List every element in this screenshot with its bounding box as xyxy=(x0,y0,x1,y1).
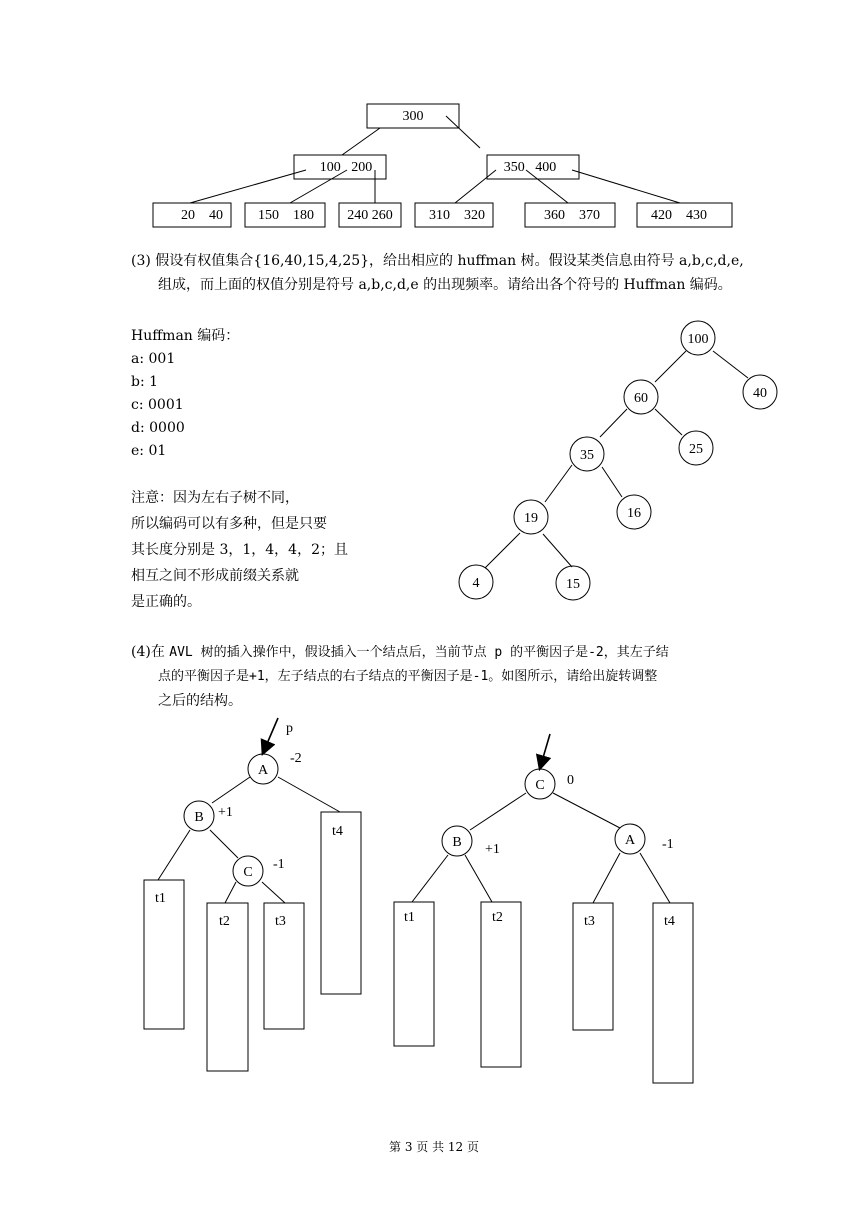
note-line: 是正确的。 xyxy=(131,594,201,610)
huffman-code-item: e: 01 xyxy=(131,443,167,459)
avl-node-label: B xyxy=(194,810,204,825)
balance-factor: -1 xyxy=(273,857,285,872)
subtree-label: t4 xyxy=(332,824,343,839)
question-4-line-1-text: AVL 树的插入操作中，假设插入一个结点后，当前节点 p 的平衡因子是-2，其左子结 xyxy=(169,645,669,660)
subtree-label: t2 xyxy=(492,910,503,925)
subtree-label: t2 xyxy=(219,914,230,929)
question-4-prefix: (4)在 xyxy=(131,644,170,660)
subtree-t4 xyxy=(653,903,693,1083)
huffman-code-title: Huffman 编码： xyxy=(131,328,240,344)
avl-node-label: A xyxy=(624,833,636,848)
huffman-node-label: 16 xyxy=(627,506,641,521)
huffman-code-item: b: 1 xyxy=(131,374,159,390)
question-3 xyxy=(131,249,771,297)
page-footer: 第 3 页 共 12 页 xyxy=(389,1140,479,1154)
question-4-line-1 xyxy=(131,640,771,665)
btree-leaf-text: 360 370 xyxy=(544,208,600,223)
btree-node-text: 350 400 xyxy=(503,160,557,175)
avl-node-label: A xyxy=(257,763,269,778)
huffman-node-label: 35 xyxy=(580,448,594,463)
huffman-code-item: a: 001 xyxy=(131,351,176,367)
note-line: 所以编码可以有多种，但是只要 xyxy=(131,516,327,532)
btree-leaf-text: 150 180 xyxy=(258,208,314,223)
btree-root-text: 300 xyxy=(402,109,424,124)
huffman-node-label: 100 xyxy=(687,332,709,347)
balance-factor: -1 xyxy=(662,837,674,852)
avl-node-label: C xyxy=(535,778,545,793)
balance-factor: +1 xyxy=(485,842,500,857)
subtree-label: t1 xyxy=(155,891,166,906)
subtree-label: t1 xyxy=(404,910,415,925)
question-4-line-3: 之后的结构。 xyxy=(158,693,242,709)
btree-leaf-text: 420 430 xyxy=(651,208,707,223)
avl-after-diagram xyxy=(0,700,868,1100)
balance-factor: -2 xyxy=(290,751,302,766)
question-3-line-2: 组成，而上面的权值分别是符号 a,b,c,d,e 的出现频率。请给出各个符号的 Huffman 编码。 xyxy=(158,277,732,293)
subtree-label: t3 xyxy=(275,914,286,929)
btree-node-text: 100 200 xyxy=(319,160,373,175)
b-tree-diagram xyxy=(0,0,868,240)
huffman-node-label: 60 xyxy=(634,391,648,406)
note-line: 相互之间不形成前缀关系就 xyxy=(131,568,299,584)
huffman-tree-diagram xyxy=(0,300,868,610)
pointer-arrow xyxy=(540,734,550,768)
balance-factor: 0 xyxy=(567,773,574,788)
question-3-line-1: (3) 假设有权值集合{16,40,15,4,25}，给出相应的 huffman 树。假设某类信息由符号 a,b,c,d,e, xyxy=(131,253,744,269)
subtree-t2 xyxy=(481,902,521,1067)
btree-leaf-text: 20 40 xyxy=(181,208,223,223)
huffman-node-label: 40 xyxy=(753,386,767,401)
avl-node-label: C xyxy=(243,865,253,880)
note-line: 其长度分别是 3，1，4，4，2；且 xyxy=(131,542,348,558)
huffman-node-label: 25 xyxy=(689,442,703,457)
huffman-node-label: 4 xyxy=(472,576,480,591)
btree-leaf-text: 240 260 xyxy=(347,208,393,223)
question-4-line-2: 点的平衡因子是+1，左子结点的右子结点的平衡因子是-1。如图所示，请给出旋转调整 xyxy=(158,669,658,684)
pointer-label: p xyxy=(286,721,293,736)
btree-leaf-text: 310 320 xyxy=(429,208,485,223)
huffman-code-item: d: 0000 xyxy=(131,420,185,436)
huffman-node-label: 19 xyxy=(524,511,538,526)
huffman-code-item: c: 0001 xyxy=(131,397,184,413)
balance-factor: +1 xyxy=(218,805,233,820)
avl-node-label: B xyxy=(452,835,462,850)
note-line: 注意：因为左右子树不同， xyxy=(131,490,299,506)
huffman-node-label: 15 xyxy=(566,577,580,592)
subtree-label: t3 xyxy=(584,914,595,929)
subtree-label: t4 xyxy=(664,914,675,929)
